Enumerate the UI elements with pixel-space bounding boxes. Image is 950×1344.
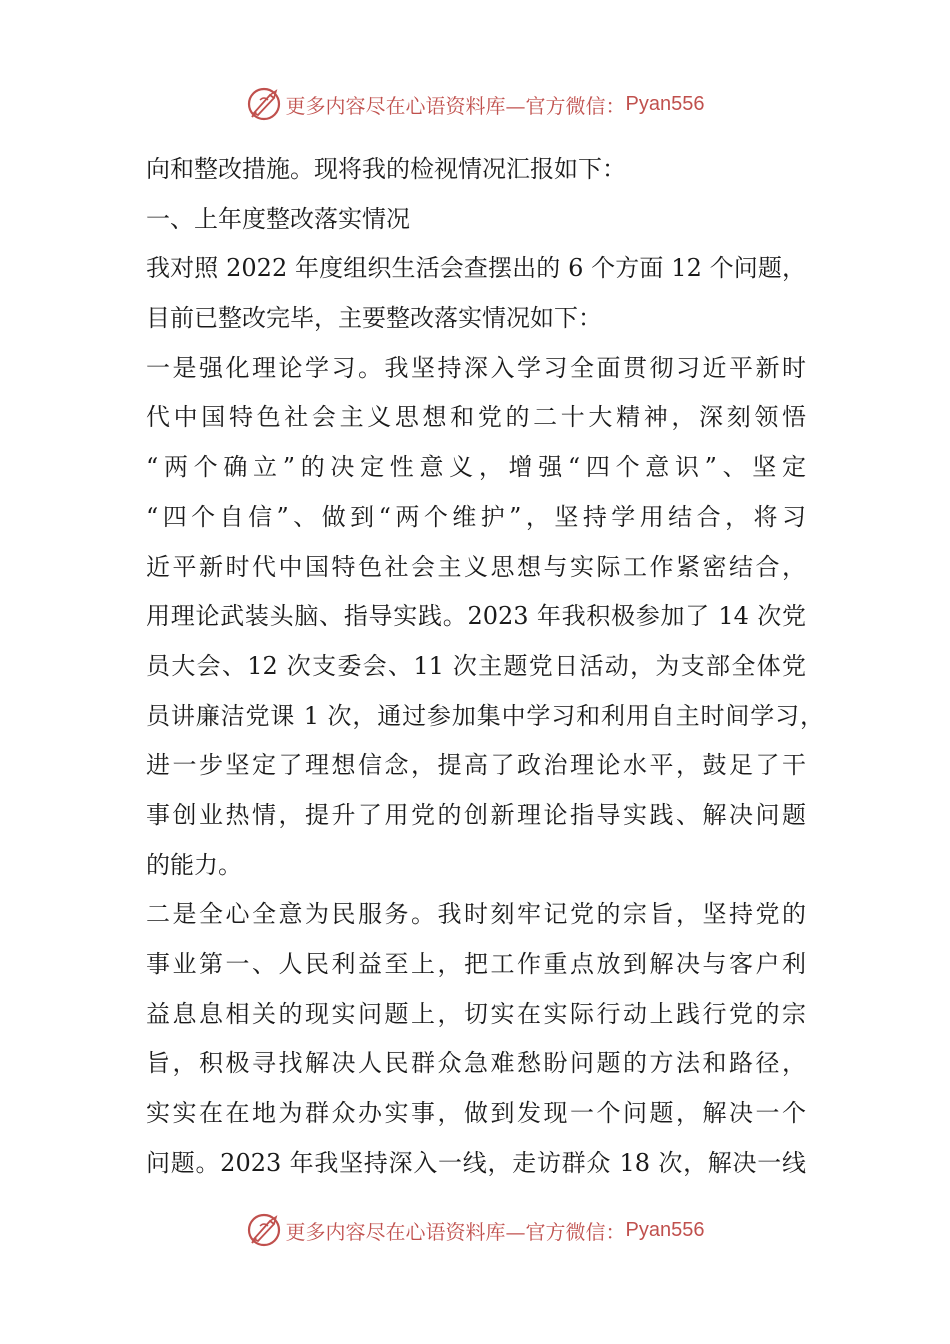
paragraph-line: 我对照 2022 年度组织生活会查摆出的 6 个方面 12 个问题， bbox=[146, 254, 806, 283]
paragraph-line: 近平新时代中国特色社会主义思想与实际工作紧密结合， bbox=[146, 552, 806, 581]
paragraph-line: 的能力。 bbox=[146, 850, 242, 879]
paragraph-line: 一是强化理论学习。我坚持深入学习全面贯彻习近平新时 bbox=[146, 353, 806, 382]
watermark-text: 更多内容尽在心语资料库—官方微信： bbox=[285, 93, 626, 118]
paragraph-line: 向和整改措施。现将我的检视情况汇报如下： bbox=[146, 155, 626, 183]
paragraph-line: 事创业热情，提升了用党的创新理论指导实践、解决问题 bbox=[146, 800, 806, 829]
document-body bbox=[146, 145, 826, 1188]
header-watermark bbox=[0, 82, 950, 126]
paragraph-line: “四个自信”、做到“两个维护”，坚持学用结合，将习 bbox=[146, 502, 806, 531]
paragraph-line: 实实在在地为群众办实事，做到发现一个问题，解决一个 bbox=[146, 1099, 806, 1128]
watermark-text: 更多内容尽在心语资料库—官方微信： bbox=[285, 1219, 626, 1244]
paragraph-line: 员讲廉洁党课 1 次，通过参加集中学习和利用自主时间学习， bbox=[146, 701, 824, 730]
watermark-wechat-id: Pyan556 bbox=[625, 1218, 705, 1241]
paragraph-line: 员大会、12 次支委会、11 次主题党日活动，为支部全体党 bbox=[146, 651, 806, 680]
paragraph-line: 目前已整改完毕，主要整改落实情况如下： bbox=[146, 304, 602, 333]
paragraph-line: 问题。2023 年我坚持深入一线，走访群众 18 次，解决一线 bbox=[146, 1148, 806, 1177]
footer-watermark bbox=[0, 1208, 950, 1252]
paragraph-line: 进一步坚定了理想信念，提高了政治理论水平，鼓足了干 bbox=[146, 751, 806, 780]
paragraph-line: 事业第一、人民利益至上，把工作重点放到解决与客户利 bbox=[146, 950, 806, 978]
paragraph-line: 益息息相关的现实问题上，切实在实际行动上践行党的宗 bbox=[146, 999, 806, 1028]
paragraph-line: “两个确立”的决定性意义，增强“四个意识”、坚定 bbox=[146, 453, 806, 482]
quill-pen-logo-icon bbox=[246, 1212, 282, 1248]
section-heading: 一、上年度整改落实情况 bbox=[146, 204, 410, 233]
quill-pen-logo-icon bbox=[246, 86, 282, 122]
paragraph-line: 代中国特色社会主义思想和党的二十大精神，深刻领悟 bbox=[146, 403, 806, 432]
paragraph-line: 用理论武装头脑、指导实践。2023 年我积极参加了 14 次党 bbox=[146, 602, 806, 631]
watermark-wechat-id: Pyan556 bbox=[625, 92, 705, 115]
paragraph-line: 二是全心全意为民服务。我时刻牢记党的宗旨，坚持党的 bbox=[146, 900, 806, 929]
paragraph-line: 旨，积极寻找解决人民群众急难愁盼问题的方法和路径， bbox=[146, 1049, 806, 1078]
